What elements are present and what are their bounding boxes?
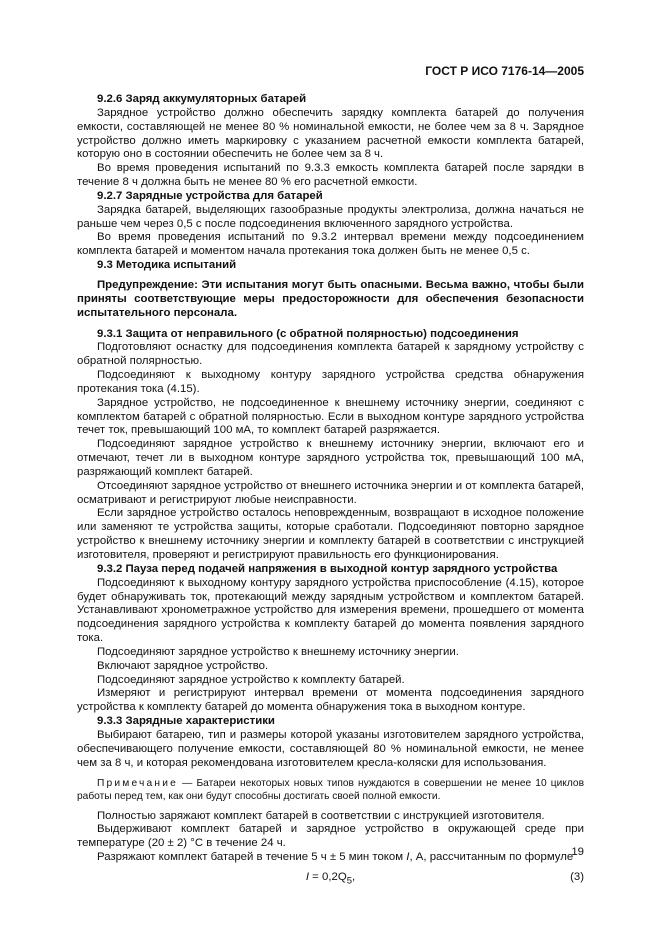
note-label: Примечание [97,777,178,789]
text: , А, рассчитанным по формуле [409,851,574,864]
paragraph [77,851,584,865]
formula [77,871,584,889]
paragraph: Во время проведения испытаний по 9.3.2 интервал времени между подсоединением комплекта батарей и моментом начала протекания тока должен быть не менее 0,5 с. [77,231,584,258]
paragraph: Подсоединяют зарядное устройство к внешнему источнику энергии. [97,645,459,658]
formula-rhs: = 0,2Q [309,870,347,883]
section-heading: 9.3.3 Зарядные характеристики [97,715,275,728]
section-heading: 9.3.1 Защита от неправильного (с обратной полярностью) подсоединения [97,327,519,340]
paragraph: Отсоединяют зарядное устройство от внешнего источника энергии и от комплекта батарей, осматривают и регистрируют любые неисправности. [77,479,584,506]
paragraph: Зарядка батарей, выделяющих газообразные продукты электролиза, должна начаться не раньше чем через 0,5 с после подсоединения включенного зарядного устройства. [77,203,584,230]
section-heading: 9.3.2 Пауза перед подачей напряжения в выходной контур зарядного устройства [97,562,558,575]
formula-number: (3) [570,870,584,883]
formula-expression [77,871,584,888]
paragraph: Включают зарядное устройство. [97,659,269,672]
formula-lhs: I [305,870,309,883]
paragraph: Выдерживают комплект батарей и зарядное устройство в окружающей среде при температуре (20 ± 2) °C в течение 24 ч. [77,823,584,850]
section-heading: 9.2.7 Зарядные устройства для батарей [97,189,323,202]
note [77,777,584,803]
warning-paragraph: Предупреждение: Эти испытания могут быть опасными. Весьма важно, чтобы были приняты соответствующие меры предосторожности для обеспечения безопасности испытательного персонала. [77,278,584,319]
paragraph: Выбирают батарею, тип и размеры которой указаны изготовителем зарядного устройства, обеспечивающего получение емкости, составляющей 80 % номинальной емкости, не менее чем за 8 ч, и которая рекомендована изготовителем кресла-коляски для использования. [77,728,584,769]
paragraph: Зарядное устройство должно обеспечить зарядку комплекта батарей до получения емкости, составляющей не менее 80 % номинальной емкости, не более чем за 8 ч. Зарядное устройство должно иметь маркировку с указанием расчетной емкости комплекта батарей, которую оно в состоянии обеспечить не более чем за 8 ч. [77,106,584,161]
section-heading: 9.3 Методика испытаний [97,259,237,272]
paragraph: Подготовляют оснастку для подсоединения комплекта батарей к зарядному устройству с обратной полярностью. [77,341,584,368]
paragraph: Полностью заряжают комплект батарей в соответствии с инструкцией изготовителя. [97,809,545,822]
paragraph: Подсоединяют к выходному контуру зарядного устройства приспособление (4.15), которое будет обнаруживать ток, протекающий между зарядным устройством и комплектом батарей. Устанавливают хронометражное устройство для измерения времени, прошедшего от момента подсоединения зарядного устройства к комплекту батарей до момента появления зарядного тока. [77,576,584,645]
paragraph: Если зарядное устройство осталось неповрежденным, возвращают в исходное положение или заменяют те устройства защиты, которые сработали. Подсоединяют повторно зарядное устройство к внешнему источнику энергии и комплекту батарей в соответствии с инструкцией изготовителя, проверяют и регистрируют правильность его функционирования. [77,507,584,561]
paragraph: Подсоединяют зарядное устройство к внешнему источнику энергии, включают его и отмечают, течет ли в выходном контуре зарядного устройства ток, превышающий 100 мА, разряжающий комплект батарей. [77,438,584,478]
paragraph: Зарядное устройство, не подсоединенное к внешнему источнику энергии, соединяют с комплектом батарей с обратной полярностью. Если в выходном контуре зарядного устройства течет ток, превышающий 100 мА, то комплект батарей разряжается. [77,396,584,437]
note-text: — Батареи некоторых новых типов нуждаются в совершении не менее 10 циклов работы перед тем, как они будут способны достигать своей полной емкости. [77,777,584,802]
page-number: 19 [571,846,584,858]
text: Разряжают комплект батарей в течение 5 ч ± 5 мин током [97,851,407,864]
document-body [77,93,584,889]
paragraph: Во время проведения испытаний по 9.3.3 емкость комплекта батарей после зарядки в течение 8 ч должна быть не менее 80 % его расчетной емкости. [77,162,584,189]
paragraph: Измеряют и регистрируют интервал времени от момента подсоединения зарядного устройства к комплекту батарей до момента обнаружения тока в выходном контуре. [77,687,584,714]
section-heading: 9.2.6 Заряд аккумуляторных батарей [97,93,307,105]
document-header: ГОСТ Р ИСО 7176-14—2005 [425,64,584,78]
formula-subscript: 5 [346,875,352,887]
paragraph: Подсоединяют зарядное устройство к комплекту батарей. [97,673,405,686]
symbol: I [406,851,410,864]
paragraph: Подсоединяют к выходному контуру зарядного устройства средства обнаружения протекания тока (4.15). [77,369,584,395]
formula-tail: , [351,870,356,883]
